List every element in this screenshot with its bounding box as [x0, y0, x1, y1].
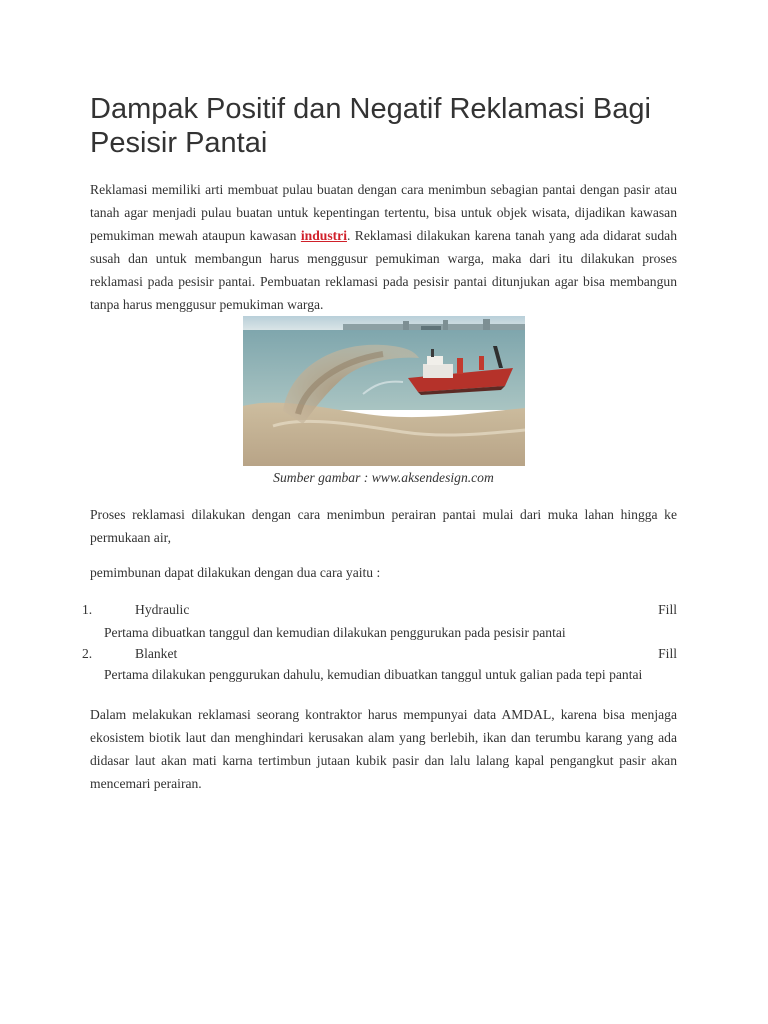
- list-term-suffix: Fill: [658, 602, 677, 617]
- reclamation-photo: [243, 316, 525, 466]
- article-title: Dampak Positif dan Negatif Reklamasi Bagi Pesisir Pantai: [90, 93, 651, 159]
- industri-link[interactable]: industri: [300, 228, 347, 243]
- intro-text-start: Reklamasi memiliki arti membuat pulau buatan dengan cara menimbun sebagian pantai dengan pasir atau tanah agar menjadi pulau buatan untuk kepentingan tertentu, bisa untuk objek wisata, dijadikan kawasan pemukiman mewah ataupun kawasan: [90, 182, 677, 243]
- list-term: Blanket: [135, 646, 178, 661]
- list-number: 1.: [82, 602, 93, 617]
- image-caption: Sumber gambar : www.aksendesign.com: [273, 470, 494, 485]
- list-number: 2.: [82, 646, 93, 661]
- list-description: Pertama dibuatkan tanggul dan kemudian dilakukan penggurukan pada pesisir pantai: [104, 625, 566, 640]
- intro-paragraph: [90, 178, 677, 316]
- closing-paragraph: Dalam melakukan reklamasi seorang kontraktor harus mempunyai data AMDAL, karena bisa menjaga ekosistem biotik laut dan menghindari kerusakan alam yang berlebih, ikan dan terumbu karang yang ada didasar laut akan mati karna tertimbun jutaan kubik pasir dan lalu lalang kapal pengangkut pasir akan mencemari perairan.: [90, 707, 677, 791]
- intro-text-end: . Reklamasi dilakukan karena tanah yang ada didarat sudah susah dan untuk membangun harus menggusur pemukiman warga, maka dari itu dilakukan proses reklamasi pada pesisir pantai. Pembuatan reklamasi pada pesisir pantai ditunjukan agar bisa membangun tanpa harus menggusur pemukiman warga.: [90, 228, 677, 312]
- list-description: Pertama dilakukan penggurukan dahulu, kemudian dibuatkan tanggul untuk galian pada tepi pantai: [104, 667, 643, 682]
- methods-intro: pemimbunan dapat dilakukan dengan dua cara yaitu :: [90, 565, 381, 580]
- list-term: Hydraulic: [135, 602, 190, 617]
- list-term-suffix: Fill: [658, 646, 677, 661]
- process-paragraph: Proses reklamasi dilakukan dengan cara menimbun perairan pantai mulai dari muka lahan hingga ke permukaan air,: [90, 507, 677, 545]
